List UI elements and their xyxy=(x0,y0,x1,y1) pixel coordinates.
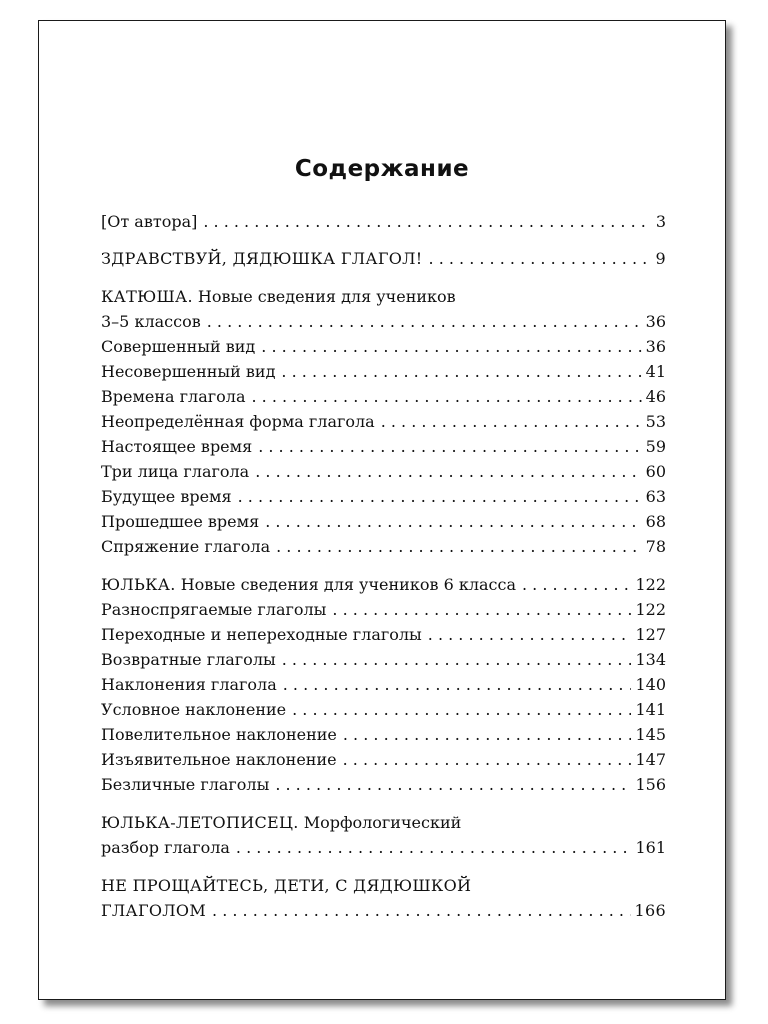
toc-entry-label: Условное наклонение xyxy=(101,700,287,719)
toc-entry-label: [От автора] xyxy=(101,212,198,231)
dot-leader xyxy=(283,672,632,697)
dot-leader xyxy=(255,459,641,484)
toc-entry-page: 140 xyxy=(635,675,666,694)
toc-entry-label: Несовершенный вид xyxy=(101,362,276,381)
toc-entry-label: Настоящее время xyxy=(101,437,253,456)
toc-entry-page: 156 xyxy=(635,775,666,794)
dot-leader xyxy=(238,484,642,509)
toc-entry-label: Совершенный вид xyxy=(101,337,256,356)
toc-entry-label: Разноспрягаемые глаголы xyxy=(101,600,327,619)
toc-entry-page: 68 xyxy=(645,512,666,531)
toc-entry xyxy=(101,722,666,747)
toc-entry xyxy=(101,772,666,797)
toc-entry-page: 145 xyxy=(635,725,666,744)
toc-entry-label: Три лица глагола xyxy=(101,462,250,481)
toc-entry xyxy=(101,359,666,384)
toc-entry-label: Прошедшее время xyxy=(101,512,260,531)
toc-section-katyusha-heading xyxy=(101,284,666,309)
toc-entry xyxy=(101,647,666,672)
dot-leader xyxy=(276,534,642,559)
dot-leader xyxy=(281,359,641,384)
toc-section-chronicler-heading xyxy=(101,810,666,835)
table-of-contents xyxy=(101,209,666,923)
toc-entry-page: 161 xyxy=(635,838,666,857)
dot-leader xyxy=(236,835,632,860)
toc-entry-page: 41 xyxy=(645,362,666,381)
section-subtitle: Новые сведения для учеников 6 класса xyxy=(175,575,516,594)
dot-leader xyxy=(343,722,632,747)
toc-entry xyxy=(101,597,666,622)
dot-leader xyxy=(429,246,652,271)
toc-entry-page: 3 xyxy=(655,212,666,231)
page-title: Содержание xyxy=(294,156,470,182)
section-name: ЮЛЬКА. xyxy=(101,575,176,594)
book-page xyxy=(38,20,726,1000)
dot-leader xyxy=(332,597,631,622)
toc-entry-page: 127 xyxy=(635,625,666,644)
toc-entry-label: Изъявительное наклонение xyxy=(101,750,337,769)
toc-section-katyusha-continuation xyxy=(101,309,666,334)
toc-entry-label: Наклонения глагола xyxy=(101,675,277,694)
toc-entry-label: ЗДРАВСТВУЙ, ДЯДЮШКА ГЛАГОЛ! xyxy=(101,249,423,268)
toc-entry-page: 36 xyxy=(645,312,666,331)
dot-leader xyxy=(203,209,651,234)
toc-entry xyxy=(101,697,666,722)
toc-entry-page: 59 xyxy=(645,437,666,456)
toc-entry-label: Переходные и непереходные глаголы xyxy=(101,625,422,644)
toc-entry-page: 46 xyxy=(645,387,666,406)
dot-leader xyxy=(207,309,642,334)
toc-entry-page: 141 xyxy=(635,700,666,719)
section-name: КАТЮША. xyxy=(101,287,193,306)
toc-entry-label: Возвратные глаголы xyxy=(101,650,276,669)
toc-entry-page: 122 xyxy=(635,575,666,594)
toc-entry-page: 60 xyxy=(645,462,666,481)
toc-entry-page: 122 xyxy=(635,600,666,619)
toc-entry xyxy=(101,672,666,697)
toc-entry xyxy=(101,622,666,647)
dot-leader xyxy=(343,747,632,772)
toc-entry-label: разбор глагола xyxy=(101,838,230,857)
toc-entry-label: Спряжение глагола xyxy=(101,537,271,556)
toc-section-yulka xyxy=(101,572,666,597)
toc-entry xyxy=(101,484,666,509)
toc-entry xyxy=(101,459,666,484)
toc-entry-label: Будущее время xyxy=(101,487,232,506)
toc-entry xyxy=(101,747,666,772)
toc-entry-page: 147 xyxy=(635,750,666,769)
dot-leader xyxy=(261,334,641,359)
toc-entry xyxy=(101,509,666,534)
toc-entry-page: 78 xyxy=(645,537,666,556)
toc-entry-label: 3–5 классов xyxy=(101,312,201,331)
toc-entry-page: 9 xyxy=(655,249,666,268)
toc-entry xyxy=(101,534,666,559)
dot-leader xyxy=(258,434,641,459)
section-subtitle: Морфологический xyxy=(298,813,462,832)
toc-entry xyxy=(101,334,666,359)
toc-entry-label: Повелительное наклонение xyxy=(101,725,337,744)
dot-leader xyxy=(251,384,641,409)
toc-entry-label: Времена глагола xyxy=(101,387,246,406)
dot-leader xyxy=(428,622,632,647)
toc-section-farewell-heading: НЕ ПРОЩАЙТЕСЬ, ДЕТИ, С ДЯДЮШКОЙ xyxy=(101,876,472,895)
section-subtitle: Новые сведения для учеников xyxy=(192,287,456,306)
dot-leader xyxy=(275,772,631,797)
toc-entry-page: 63 xyxy=(645,487,666,506)
toc-section-chronicler-continuation xyxy=(101,835,666,860)
toc-entry xyxy=(101,384,666,409)
toc-entry-hello xyxy=(101,246,666,271)
toc-entry-label: ГЛАГОЛОМ xyxy=(101,901,207,920)
dot-leader xyxy=(212,898,631,923)
dot-leader xyxy=(381,409,642,434)
dot-leader xyxy=(282,647,632,672)
toc-entry-label xyxy=(101,572,516,597)
toc-entry-author xyxy=(101,209,666,234)
toc-entry-page: 134 xyxy=(635,650,666,669)
toc-entry xyxy=(101,434,666,459)
dot-leader xyxy=(522,572,631,597)
toc-section-farewell-continuation xyxy=(101,898,666,923)
toc-entry-page: 36 xyxy=(645,337,666,356)
toc-entry-label: Безличные глаголы xyxy=(101,775,270,794)
dot-leader xyxy=(292,697,631,722)
dot-leader xyxy=(265,509,641,534)
toc-entry-label: Неопределённая форма глагола xyxy=(101,412,375,431)
toc-entry-page: 53 xyxy=(645,412,666,431)
section-name: ЮЛЬКА-ЛЕТОПИСЕЦ. xyxy=(101,813,299,832)
toc-entry xyxy=(101,409,666,434)
toc-entry-page: 166 xyxy=(634,901,666,920)
